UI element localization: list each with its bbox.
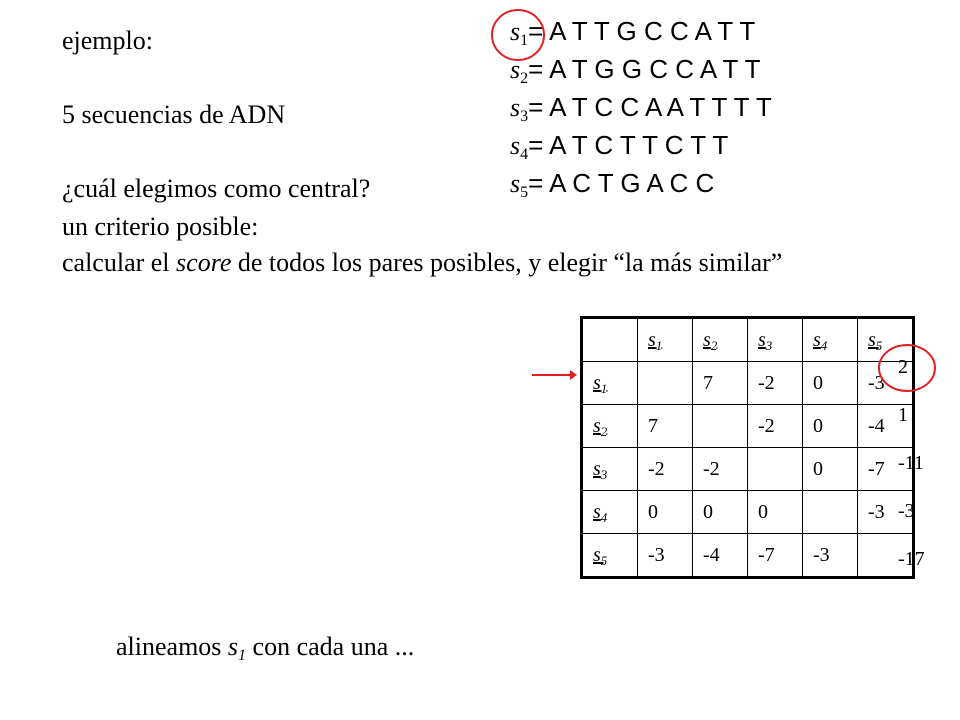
- sequence-line: [510, 130, 772, 168]
- row-sum: -11: [898, 452, 924, 474]
- matrix-cell: -4: [693, 534, 748, 578]
- matrix-cell: 0: [638, 491, 693, 534]
- matrix-cell: 0: [748, 491, 803, 534]
- matrix-cell: -2: [693, 448, 748, 491]
- matrix-cell: 7: [638, 405, 693, 448]
- sequence-label: s: [510, 55, 521, 84]
- arrow-right-icon: [530, 366, 578, 384]
- bottom-suffix: con cada una ...: [246, 632, 415, 661]
- sequence-label: s: [510, 131, 521, 160]
- matrix-row-header: $s_1$: [582, 362, 638, 405]
- calculation-text: [62, 248, 782, 278]
- num-sequences-text: 5 secuencias de ADN: [62, 100, 286, 129]
- matrix-cell: -3: [638, 534, 693, 578]
- matrix-cell: -3: [858, 491, 914, 534]
- matrix-row: [582, 448, 914, 491]
- matrix-row: [582, 534, 914, 578]
- row-sum: 1: [898, 404, 908, 426]
- matrix-col-header: $s_5$: [858, 318, 914, 362]
- sequence-line: [510, 92, 772, 130]
- matrix-cell: -3: [803, 534, 858, 578]
- row-sum: -17: [898, 548, 925, 570]
- matrix-cell: 0: [803, 405, 858, 448]
- matrix-cell: [638, 362, 693, 405]
- sequence-value: = A T G G C C A T T: [528, 54, 761, 84]
- sequence-value: = A T T G C C A T T: [528, 16, 756, 46]
- matrix-row: [582, 405, 914, 448]
- sequence-index: 3: [520, 108, 529, 125]
- sequence-index: 1: [520, 32, 529, 49]
- sequence-label: s: [510, 93, 521, 122]
- bottom-seq-label: s: [227, 632, 239, 661]
- matrix-col-header: $s_3$: [748, 318, 803, 362]
- sequence-line: [510, 168, 772, 206]
- calc-prefix: calcular el: [62, 248, 177, 277]
- row-sum: -3: [898, 500, 915, 522]
- matrix-cell: 0: [803, 362, 858, 405]
- matrix-cell: -2: [638, 448, 693, 491]
- matrix-cell: -2: [748, 362, 803, 405]
- sequence-label: s: [510, 17, 521, 46]
- matrix-cell: 7: [693, 362, 748, 405]
- matrix-corner-cell: [582, 318, 638, 362]
- matrix-cell: -2: [748, 405, 803, 448]
- sequence-value: = A T C C A A T T T T: [528, 92, 772, 122]
- calc-suffix: de todos los pares posibles, y elegir “la más similar”: [231, 248, 783, 277]
- criterion-text: un criterio posible:: [62, 212, 259, 241]
- highlight-circle-max-sum: [876, 342, 938, 394]
- matrix-row-header: $s_2$: [582, 405, 638, 448]
- sequence-index: 2: [520, 70, 529, 87]
- matrix-col-header: $s_2$: [693, 318, 748, 362]
- matrix-col-header: $s_1$: [638, 318, 693, 362]
- row-sum: 2: [898, 356, 908, 378]
- bottom-text: [116, 632, 414, 662]
- matrix-header-row: [582, 318, 914, 362]
- matrix-cell: [803, 491, 858, 534]
- matrix-cell: -7: [858, 448, 914, 491]
- score-matrix: [580, 316, 915, 579]
- matrix-row-header: $s_3$: [582, 448, 638, 491]
- sequence-index: 5: [520, 184, 529, 201]
- matrix-cell: 0: [803, 448, 858, 491]
- question-text: ¿cuál elegimos como central?: [62, 174, 371, 203]
- matrix-row-header: $s_5$: [582, 534, 638, 578]
- matrix-cell: -7: [748, 534, 803, 578]
- bottom-seq-index: 1: [238, 647, 247, 664]
- bottom-prefix: alineamos: [116, 632, 228, 661]
- calc-score-word: score: [176, 248, 232, 277]
- matrix-cell: -3: [858, 362, 914, 405]
- matrix-cell: 0: [693, 491, 748, 534]
- sequence-value: = A T C T T C T T: [528, 130, 729, 160]
- sequence-value: = A C T G A C C: [528, 168, 715, 198]
- matrix-cell: [693, 405, 748, 448]
- matrix-cell: [748, 448, 803, 491]
- matrix-row-header: $s_4$: [582, 491, 638, 534]
- matrix-cell: -4: [858, 405, 914, 448]
- example-label: ejemplo:: [62, 26, 153, 55]
- sequence-index: 4: [520, 146, 529, 163]
- matrix-col-header: $s_4$: [803, 318, 858, 362]
- matrix-row: [582, 362, 914, 405]
- sequence-label: s: [510, 169, 521, 198]
- matrix-row: [582, 491, 914, 534]
- highlight-circle-s1: [486, 4, 550, 66]
